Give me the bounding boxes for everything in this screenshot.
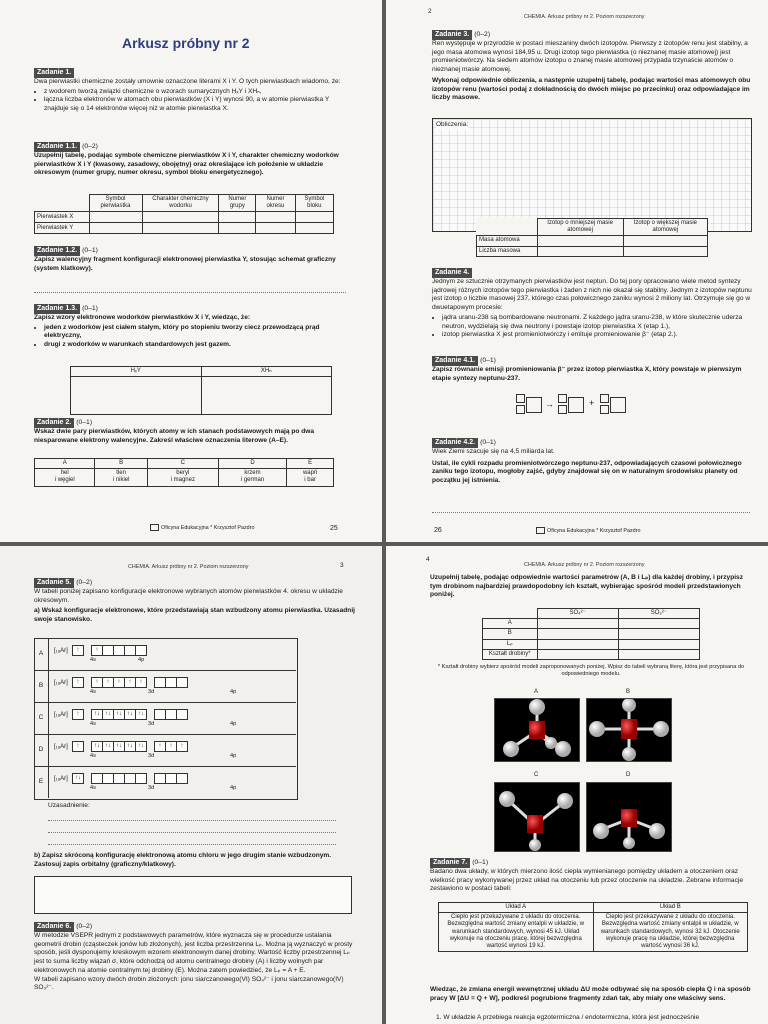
answer-cell[interactable] [256, 212, 295, 223]
task-4-1 [432, 356, 752, 383]
task-4-tag: Zadanie 4. [432, 268, 472, 278]
orbital-box: ↑ [102, 677, 114, 688]
publisher-footer [150, 524, 254, 532]
pair-a: hel i węgiel [35, 469, 95, 486]
task-6-text: W metodzie VSEPR jednym z podstawowych parametrów, które wyznacza się w procedurze ustalania geometrii drobin (cząsteczek jonów lub złożonych), jest liczba przestrzenna Lₚ. Można ją wyznaczyć w prosty sposób, jeśli dysponujemy kreskowym wzorem elektronowym danej drobiny. Wartość liczby przestrzennej Lₚ jest to suma liczby wiązań σ, które odchodzą od atomu centralnego drobiny (A) i liczby wolnych par elektronowych na atomie centralnym tej drobiny (E). Można zatem powiedzieć, że Lₚ = A + E. [34, 932, 353, 974]
th-block: Symbol bloku [295, 195, 333, 212]
orbital-group [91, 712, 146, 718]
task-1-1-text: Uzupełnij tabelę, podając symbole chemiczne pierwiastków X i Y, charakter chemiczny wodorków pierwiastków X i Y (kwasowy, zasadowy, obojętny) oraz określające ich położenie w układzie okresowym (numer grupy, numer okresu, symbol bloku energetycznego). [34, 152, 339, 177]
th-character: Charakter chemiczny wodorku [142, 195, 219, 212]
answer-cell[interactable] [618, 649, 699, 659]
orbital-group [72, 744, 83, 750]
orbital-group [72, 776, 83, 782]
orbital-box: ↑ [124, 677, 136, 688]
atomic-number-box[interactable] [600, 405, 609, 414]
answer-line[interactable] [34, 292, 346, 293]
task-1-1-tag: Zadanie 1.1. [34, 142, 80, 152]
answer-cell[interactable] [89, 212, 142, 223]
orbital-box [176, 677, 188, 688]
pair-b: tlen i nikiel [95, 469, 147, 486]
task-7-tag: Zadanie 7. [430, 858, 470, 868]
orbital-box: ↑ [91, 677, 103, 688]
row-separator [34, 702, 296, 703]
running-header: CHEMIA. Arkusz próbny nr 2. Poziom rozszerzony [524, 14, 645, 20]
orbital-diagram [54, 773, 187, 784]
pair-d: krzem i german [218, 469, 286, 486]
orbital-group [72, 648, 83, 654]
answer-cell[interactable] [295, 223, 333, 234]
task-3-task: Wykonaj odpowiednie obliczenia, a następnie uzupełnij tabelę, podając wartości mas atomowych obu izotopów renu (wartości podaj z dokładnością do dwóch miejsc po przecinku) oraz odpowiadające im liczby masowe. [432, 76, 751, 102]
task-3-points: (0–2) [474, 31, 491, 38]
orbital-box: ↑↓ [124, 709, 136, 720]
option-letter-b[interactable]: B [95, 459, 147, 469]
orbital-diagram [54, 677, 187, 688]
model-c-label: C [534, 772, 539, 778]
th-period: Numer okresu [256, 195, 295, 212]
option-letter-e[interactable]: E [287, 459, 334, 469]
subshell-label: 4p [138, 657, 145, 663]
task-6-points: (0–2) [76, 923, 93, 930]
task-4-2 [432, 438, 752, 486]
row-shape: Kształt drobiny* [483, 649, 538, 659]
task-1-3-bullet-1: • jeden z wodorków jest ciałem stałym, który po stopieniu tworzy ciecz przewodzącą prąd elektryczny, [44, 324, 348, 341]
model-b-label: B [626, 689, 631, 695]
mass-number-box[interactable] [600, 394, 609, 403]
row-separator [34, 734, 296, 735]
answer-cell[interactable] [618, 629, 699, 639]
task-4-2-text: Ustal, ile cykli rozpadu promieniotwórczego neptunu-237, odpowiadających czasowi połowicznego zaniku tego izotopu, mogłoby zajść, gdyby znajdował się on w naturalnym środowisku planety od początku jej istnienia. [432, 459, 742, 485]
orbital-box: ↑↓ [91, 741, 103, 752]
symbol-box[interactable] [526, 397, 542, 413]
answer-cell[interactable] [623, 246, 707, 256]
molecule-model-c-image [494, 782, 580, 852]
task-1-bullet-2: • łączna liczba elektronów w atomach obu pierwiastków (X i Y) wynosi 90, a w atomie pierwiastka Y znajduje się o 14 elektronów więcej niż w atomie pierwiastka X. [44, 96, 348, 113]
orbital-box: ↑↓ [102, 709, 114, 720]
th-system-b: Układ B [593, 903, 748, 913]
task-1-3-text: Zapisz wzory elektronowe wodorków pierwiastków X i Y, wiedząc, że: [34, 314, 251, 321]
orbital-group [72, 712, 83, 718]
task-2-points: (0–1) [76, 419, 93, 426]
row-b: B [483, 629, 538, 639]
subshell-label: 3d [148, 785, 155, 791]
answer-cell[interactable] [537, 629, 618, 639]
answer-cell[interactable] [537, 246, 623, 256]
answer-cell[interactable] [256, 223, 295, 234]
th-heavier-isotope: Izotop o większej masie atomowej [623, 219, 707, 236]
table-elements-xy [34, 194, 334, 234]
page-number: 25 [330, 525, 338, 532]
answer-line[interactable] [48, 832, 336, 833]
table-footnote: * Kształt drobiny wybierz spośród modeli zaproponowanych poniżej. Wpisz do tabeli wybraną literę, która jest przypisana do odpowiedniego modelu. [437, 664, 745, 678]
orbital-group [154, 680, 187, 686]
page-3 [0, 546, 382, 1024]
answer-cell[interactable] [295, 212, 333, 223]
orbital-box: ↑ [91, 645, 103, 656]
task-1-2-text: Zapisz walencyjny fragment konfiguracji elektronowej pierwiastka Y, stosując schemat graficzny (system klatkowy). [34, 256, 336, 272]
model-d-label: D [626, 772, 631, 778]
row-separator [34, 766, 296, 767]
subshell-label: 3d [148, 753, 155, 759]
table-sulfur-ions [482, 608, 700, 660]
answer-line[interactable] [48, 844, 336, 845]
task-7-question: Wiedząc, że zmiana energii wewnętrznej układu ΔU może odbywać się na sposób ciepła Q i na sposób pracy W [ΔU = Q + W], podkreśl pogrubione fragmenty zdań tak, aby miały one właściwy sens. [430, 986, 751, 1002]
configuration-letter[interactable]: D [34, 734, 49, 766]
answer-line[interactable] [48, 820, 336, 821]
orbital-diagram [54, 709, 187, 720]
task-1-1-points: (0–2) [82, 143, 98, 150]
answer-box[interactable] [34, 876, 352, 914]
publisher-name: Oficyna Edukacyjna * Krzysztof Pazdro [161, 524, 255, 531]
subshell-label: 4s [90, 689, 96, 695]
answer-cell[interactable] [201, 377, 332, 415]
running-header: CHEMIA. Arkusz próbny nr 2. Poziom rozszerzony [524, 562, 645, 568]
orbital-box: ↑ [72, 645, 84, 656]
row-mass-number: Liczba masowa [477, 246, 538, 256]
answer-cell[interactable] [537, 619, 618, 629]
page-number-top: 2 [428, 8, 432, 15]
noble-gas-core: [₁₈Ar] [54, 744, 68, 751]
orbital-box: ↑↓ [113, 741, 125, 752]
task-2-text: Wskaż dwie pary pierwiastków, których atomy w ich stanach podstawowych mają po dwa niesparowane elektrony walencyjne. Zakreśl właściwe oznaczenia literowe (A–E). [34, 428, 315, 444]
symbol-box[interactable] [568, 397, 584, 413]
subshell-label: 4s [90, 721, 96, 727]
page-number: 4 [426, 556, 430, 563]
task-5-text: W tabeli poniżej zapisano konfiguracje elektronowe wybranych atomów pierwiastków 4. okresu w układzie okresowym. [34, 588, 343, 604]
orbital-diagram [54, 741, 187, 752]
orbital-group [72, 680, 83, 686]
answer-cell[interactable] [219, 212, 256, 223]
orbital-group [154, 744, 187, 750]
orbital-box: ↑↓ [113, 709, 125, 720]
page-26 [386, 0, 768, 542]
row-a: A [483, 619, 538, 629]
orbital-box [176, 709, 188, 720]
task-1-bullet-1: • z wodorem tworzą związki chemiczne o wzorach sumarycznych HₓY i XHₙ, [44, 88, 348, 97]
orbital-box [135, 773, 147, 784]
subshell-label: 4s [90, 753, 96, 759]
table-rhenium-isotopes [476, 218, 708, 257]
orbital-box: ↑ [165, 741, 177, 752]
th-group: Numer grupy [219, 195, 256, 212]
task-4-1-points: (0–1) [480, 357, 496, 364]
task-4-bullet-1: • jądra uranu-238 są bombardowane neutronami. Z każdego jądra uranu-238, w które skutecznie uderza neutron, wydzielają się dwa neutrony i powstaje izotop pierwiastka X (etap 1.), [442, 314, 752, 331]
answer-line[interactable] [432, 512, 750, 513]
noble-gas-core: [₁₈Ar] [54, 712, 68, 719]
system-b-description: Ciepło jest przekazywane z układu do otoczenia. Bezwzględna wartość zmiany entalpii w układzie, w warunkach standardowych, wynosi 32 kJ. Otoczenie wykonuje pracę na układzie, której bezwzględna wartość wynosi 36 kJ. [593, 913, 748, 952]
task-4-1-text: Zapisz równanie emisji promieniowania β⁻ przez izotop pierwiastka X, który powstaje w pierwszym etapie syntezy neptunu-237. [432, 366, 742, 382]
symbol-box[interactable] [610, 397, 626, 413]
publisher-footer [536, 527, 640, 535]
answer-cell[interactable] [537, 236, 623, 246]
task-1-2-tag: Zadanie 1.2. [34, 246, 80, 256]
subshell-label: 4p [230, 721, 237, 727]
orbital-box [176, 773, 188, 784]
task-4 [432, 268, 752, 340]
pair-c: beryl i magnez [147, 469, 218, 486]
subshell-label: 4s [90, 657, 96, 663]
subshell-label: 4p [230, 753, 237, 759]
th-sulfate-iv: SO₃²⁻ [618, 609, 699, 619]
th-symbol: Symbol pierwiastka [89, 195, 142, 212]
task-3 [432, 30, 752, 103]
option-letter-d[interactable]: D [218, 459, 286, 469]
running-header: CHEMIA. Arkusz próbny nr 2. Poziom rozszerzony [128, 564, 249, 570]
calculations-label: Obliczenia: [436, 121, 469, 128]
orbital-group [91, 776, 146, 782]
orbital-box: ↑↓ [124, 741, 136, 752]
th-sulfate-vi: SO₄²⁻ [537, 609, 618, 619]
configuration-letter[interactable]: E [34, 766, 49, 798]
noble-gas-core: [₁₈Ar] [54, 648, 68, 655]
orbital-diagram [54, 645, 154, 656]
task-4-text: Jednym ze sztucznie otrzymanych pierwiastków jest neptun. Do tej pory opracowano wiele metod syntezy jądrowej różnych izotopów tego pierwiastka i żaden z nich nie okazał się stabilny. Jednym z izotopów neptunu jest izotop o liczbie masowej 237, którego czas połowicznego zaniku wynosi 2 miliony lat. Otrzymuje się go w dwuetapowym procesie: [432, 278, 752, 312]
table-element-pairs [34, 458, 334, 487]
task-6 [34, 922, 360, 993]
task-5-tag: Zadanie 5. [34, 578, 74, 588]
page-4 [386, 546, 768, 1024]
molecule-model-d-image [586, 782, 672, 852]
task-1-3-points: (0–1) [82, 305, 98, 312]
task-1-2 [34, 246, 348, 273]
publisher-logo-icon [150, 524, 159, 531]
answer-cell[interactable] [537, 639, 618, 649]
task-1 [34, 68, 348, 114]
th-system-a: Układ A [439, 903, 594, 913]
task-2 [34, 418, 348, 445]
orbital-box: ↑↓ [72, 773, 84, 784]
task-4-2-points: (0–1) [480, 439, 496, 446]
mass-number-box[interactable] [516, 394, 525, 403]
task-7-text: Badano dwa układy, w których mierzono ilość ciepła wymienianego pomiędzy układem a otoczeniem oraz wielkość pracy wykonywanej przez układ na otoczeniu lub przez otoczenie na układzie. Zebrane informacje zestawiono w postaci tabeli: [430, 868, 744, 893]
atomic-number-box[interactable] [558, 405, 567, 414]
task-1-3 [34, 304, 348, 350]
answer-cell[interactable] [71, 377, 202, 415]
answer-cell[interactable] [618, 639, 699, 649]
task-6-tag: Zadanie 6. [34, 922, 74, 932]
subshell-label: 3d [148, 721, 155, 727]
task-1-3-tag: Zadanie 1.3. [34, 304, 80, 314]
table-systems [438, 902, 748, 952]
orbital-group [91, 744, 146, 750]
subshell-label: 4p [230, 689, 237, 695]
orbital-box: ↑ [72, 741, 84, 752]
task-5b-text: b) Zapisz skróconą konfigurację elektronową atomu chloru w jego drugim stanie wzbudzonym. Zastosuj zapis orbitalny (graficzny/klatkowy). [34, 852, 332, 868]
answer-cell[interactable] [618, 619, 699, 629]
orbital-group [91, 648, 146, 654]
configuration-letter[interactable]: A [34, 638, 49, 670]
publisher-name: Oficyna Edukacyjna * Krzysztof Pazdro [547, 527, 641, 534]
task-7-statement-1: 1. W układzie A przebiega reakcja egzotermiczna / endotermiczna, która jest jednocześnie [436, 1014, 700, 1021]
task-5-points: (0–2) [76, 579, 93, 586]
row-separator [34, 670, 296, 671]
subshell-label: 3d [148, 689, 155, 695]
answer-cell[interactable] [623, 236, 707, 246]
arrow-icon: → [545, 399, 554, 409]
row-lp: Lₚ [483, 639, 538, 649]
orbital-box: ↑↓ [91, 709, 103, 720]
answer-cell[interactable] [142, 223, 219, 234]
molecule-model-b-image [586, 698, 672, 762]
answer-cell[interactable] [219, 223, 256, 234]
molecule-model-a-image [494, 698, 580, 762]
row-atomic-mass: Masa atomowa [477, 236, 538, 246]
noble-gas-core: [₁₈Ar] [54, 776, 68, 783]
orbital-group [91, 680, 146, 686]
orbital-box: ↑ [154, 741, 166, 752]
model-a-label: A [534, 689, 539, 695]
task-3-tag: Zadanie 3. [432, 30, 472, 40]
answer-cell[interactable] [89, 223, 142, 234]
th-lighter-isotope: Izotop o mniejszej masie atomowej [537, 219, 623, 236]
orbital-box: ↑↓ [135, 741, 147, 752]
atomic-number-box[interactable] [516, 405, 525, 414]
task-1-intro: Dwa pierwiastki chemiczne zostały umownie oznaczone literami X i Y. O tych pierwiastkach wiadomo, że: [34, 78, 341, 85]
task-2-tag: Zadanie 2. [34, 418, 74, 428]
option-letter-a[interactable]: A [35, 459, 95, 469]
orbital-box: ↑ [135, 677, 147, 688]
task-7-points: (0–1) [472, 859, 489, 866]
justification-label: Uzasadnienie: [48, 802, 90, 809]
orbital-group [154, 776, 187, 782]
orbital-box [135, 645, 147, 656]
task-5 [34, 578, 360, 625]
answer-cell[interactable] [537, 649, 618, 659]
row-element-x: Pierwiastek X [35, 212, 90, 223]
configuration-letter[interactable]: B [34, 670, 49, 702]
option-letter-c[interactable]: C [147, 459, 218, 469]
publisher-logo-icon [536, 527, 545, 534]
subshell-label: 4p [230, 785, 237, 791]
page-number: 26 [434, 527, 442, 534]
subshell-label: 4s [90, 785, 96, 791]
task-4-2-intro: Wiek Ziemi szacuje się na 4,5 miliarda lat. [432, 448, 555, 455]
task-3-text: Ren występuje w przyrodzie w postaci mieszaniny dwóch izotopów. Pierwszy z izotopów renu jest stabilny, a jego masa atomowa wynosi 184,95 u. Drugi izotop tego pierwiastka (o nieznanej masie atomowej) jest promieniotwórczy. Na siedem atomów izotopu o znanej masie atomowej przypada trzynaście atomów o nieznanej masie atomowej. [432, 40, 748, 74]
orbital-box: ↑↓ [135, 709, 147, 720]
th-xhn: XHₙ [201, 367, 332, 377]
orbital-box: ↑ [72, 677, 84, 688]
task-7 [430, 858, 756, 894]
row-element-y: Pierwiastek Y [35, 223, 90, 234]
orbital-box: ↑ [72, 709, 84, 720]
mass-number-box[interactable] [558, 394, 567, 403]
th-hxy: HₓY [71, 367, 202, 377]
nuclear-equation [516, 394, 676, 426]
task-6-text-2: W tabeli zapisano wzory dwóch drobin złożonych: jonu siarczanowego(VI) SO₄²⁻ i jonu siarczanowego(IV) SO₃²⁻. [34, 975, 344, 992]
task-1-tag: Zadanie 1. [34, 68, 74, 78]
task-4-1-tag: Zadanie 4.1. [432, 356, 478, 366]
plus-icon: + [589, 398, 595, 408]
table-hydride-formulas [70, 366, 332, 415]
task-4-2-tag: Zadanie 4.2. [432, 438, 478, 448]
system-a-description: Ciepło jest przekazywane z układu do otoczenia. Bezwzględna wartość zmiany entalpii w układzie, w warunkach standardowych, wynosi 45 kJ. Układ wykonuje na otoczeniu pracę, której bezwzględna wartość wynosi 19 kJ. [439, 913, 594, 952]
task-6-instruction: Uzupełnij tabelę, podając odpowiednie wartości parametrów (A, B i Lₚ) dla każdej drobiny, i przypisz tym drobinom najbardziej prawdopodobny ich kształt, wybierając spośród modeli przedstawionych poniżej. [430, 574, 744, 599]
task-4-bullet-2: • izotop pierwiastka X jest promieniotwórczy i emituje promieniowanie β⁻ (etap 2.). [442, 331, 752, 340]
task-1-1 [34, 142, 348, 178]
configuration-letter[interactable]: C [34, 702, 49, 734]
page-25 [0, 0, 382, 542]
orbital-box: ↑↓ [102, 741, 114, 752]
noble-gas-core: [₁₈Ar] [54, 680, 68, 687]
orbital-box: ↑ [113, 677, 125, 688]
task-1-3-bullet-2: • drugi z wodorków w warunkach standardowych jest gazem. [44, 341, 348, 350]
orbital-rows [34, 638, 296, 798]
task-1-2-points: (0–1) [82, 247, 98, 254]
sheet-title: Arkusz próbny nr 2 [122, 35, 250, 51]
task-5a-text: a) Wskaż konfiguracje elektronowe, które przedstawiają stan wzbudzony atomu pierwiastka. Uzasadnij swoje stanowisko. [34, 607, 355, 624]
orbital-box: ↑ [176, 741, 188, 752]
page-number: 3 [340, 562, 344, 569]
answer-cell[interactable] [142, 212, 219, 223]
calculations-grid[interactable] [432, 118, 752, 232]
pair-e: wapń i bar [287, 469, 334, 486]
orbital-group [154, 712, 187, 718]
